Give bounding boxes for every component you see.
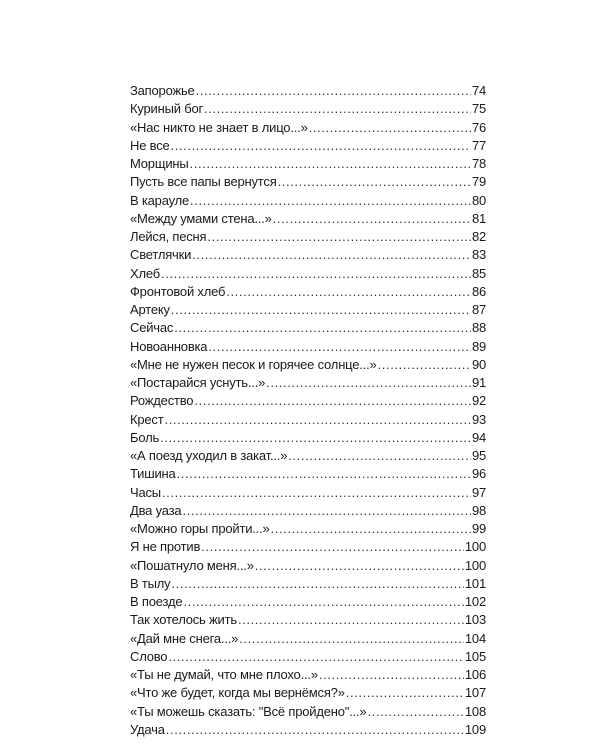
toc-entry-title: Пусть все папы вернутся (130, 174, 277, 190)
toc-entry-title: «Ты не думай, что мне плохо...» (130, 667, 318, 682)
toc-entry-page-number: 86 (471, 283, 486, 299)
toc-entry-title: Хлеб (130, 265, 160, 281)
toc-entry (130, 356, 486, 374)
toc-entry-page-number: 101 (464, 575, 486, 591)
toc-entry-title: Тишина (130, 466, 176, 482)
toc-entry (130, 228, 486, 246)
toc-dot-leader (165, 411, 471, 429)
toc-dot-leader (288, 447, 471, 465)
toc-dot-leader (367, 703, 463, 721)
toc-dot-leader (204, 100, 471, 118)
toc-entry (130, 538, 486, 556)
toc-entry-page-number: 97 (471, 484, 486, 500)
toc-entry (130, 338, 486, 356)
toc-entry-page-number: 79 (471, 174, 486, 190)
toc-dot-leader (207, 228, 471, 246)
toc-entry-page-number: 99 (471, 521, 486, 536)
toc-entry-title: Куриный бог (130, 101, 204, 117)
toc-dot-leader (239, 630, 464, 648)
toc-dot-leader (319, 666, 464, 684)
toc-entry-title: Фронтовой хлеб (130, 283, 226, 299)
toc-entry-title: Новоанновка (130, 338, 208, 354)
toc-entry-title: «Мне не нужен песок и горячее солнце...» (130, 356, 377, 372)
toc-entry-title: Слово (130, 648, 168, 664)
toc-entry (130, 283, 486, 301)
toc-entry (130, 374, 486, 392)
toc-entry (130, 520, 486, 538)
toc-dot-leader (190, 155, 471, 173)
toc-entry (130, 630, 486, 648)
toc-dot-leader (196, 82, 471, 100)
toc-dot-leader (166, 721, 464, 739)
toc-dot-leader (194, 392, 471, 410)
toc-entry-page-number: 91 (471, 375, 486, 390)
toc-entry-title: «Пошатнуло меня...» (130, 557, 254, 573)
toc-entry (130, 502, 486, 520)
toc-entry-page-number: 107 (464, 685, 486, 701)
toc-entry-title: В поезде (130, 594, 183, 609)
toc-entry (130, 484, 486, 502)
toc-dot-leader (161, 265, 471, 283)
toc-entry-title: Удача (130, 721, 165, 737)
toc-entry-page-number: 98 (471, 502, 486, 518)
toc-entry-title: Лейся, песня (130, 229, 207, 244)
toc-entry-page-number: 90 (471, 356, 486, 372)
table-of-contents (130, 82, 486, 739)
toc-dot-leader (255, 557, 464, 575)
toc-entry (130, 666, 486, 684)
toc-entry (130, 173, 486, 191)
toc-entry-page-number: 102 (464, 594, 486, 609)
toc-entry (130, 575, 486, 593)
toc-dot-leader (171, 137, 471, 155)
toc-dot-leader (346, 684, 464, 702)
toc-dot-leader (238, 611, 464, 629)
toc-entry (130, 429, 486, 447)
toc-dot-leader (183, 593, 464, 611)
toc-entry-title: Боль (130, 429, 160, 445)
toc-entry-title: Крест (130, 411, 164, 427)
toc-entry-title: В карауле (130, 192, 190, 208)
toc-entry-page-number: 83 (471, 247, 486, 263)
toc-entry (130, 301, 486, 319)
toc-entry (130, 593, 486, 611)
toc-entry (130, 611, 486, 629)
toc-entry (130, 648, 486, 666)
toc-entry (130, 447, 486, 465)
toc-entry-page-number: 100 (464, 557, 486, 573)
toc-dot-leader (171, 301, 471, 319)
toc-entry-title: Рождество (130, 393, 194, 409)
toc-entry (130, 721, 486, 739)
toc-dot-leader (160, 429, 471, 447)
toc-dot-leader (174, 319, 471, 337)
toc-entry (130, 319, 486, 337)
toc-entry (130, 82, 486, 100)
toc-dot-leader (226, 283, 471, 301)
toc-entry-page-number: 109 (464, 721, 486, 737)
toc-dot-leader (192, 246, 471, 264)
toc-entry-title: «Ты можешь сказать: "Всё пройдено"...» (130, 703, 367, 719)
toc-entry-page-number: 104 (464, 630, 486, 646)
toc-dot-leader (378, 356, 471, 374)
toc-entry (130, 155, 486, 173)
toc-entry-page-number: 77 (471, 137, 486, 153)
toc-entry-title: Не все (130, 137, 170, 153)
toc-entry (130, 392, 486, 410)
toc-entry-title: Сейчас (130, 320, 174, 336)
toc-entry-page-number: 80 (471, 192, 486, 208)
toc-entry (130, 119, 486, 137)
toc-dot-leader (190, 192, 471, 210)
toc-entry-page-number: 100 (464, 539, 486, 555)
toc-entry-title: Два уаза (130, 502, 182, 518)
toc-entry-title: В тылу (130, 575, 171, 591)
toc-entry-page-number: 75 (471, 101, 486, 117)
toc-entry-title: «А поезд уходил в закат...» (130, 448, 288, 463)
toc-entry-page-number: 76 (471, 119, 486, 135)
toc-dot-leader (271, 520, 471, 538)
toc-entry (130, 684, 486, 702)
toc-entry-page-number: 95 (471, 448, 486, 463)
toc-entry-title: Часы (130, 484, 161, 500)
toc-entry-title: «Между умами стена...» (130, 210, 272, 226)
toc-entry-title: Артеку (130, 302, 170, 317)
toc-entry-page-number: 94 (471, 429, 486, 445)
toc-dot-leader (162, 484, 471, 502)
toc-entry-page-number: 96 (471, 466, 486, 482)
toc-entry-page-number: 108 (464, 703, 486, 719)
toc-entry-page-number: 106 (464, 667, 486, 682)
toc-entry-page-number: 81 (471, 210, 486, 226)
toc-entry (130, 465, 486, 483)
toc-entry-page-number: 93 (471, 411, 486, 427)
toc-entry-page-number: 85 (471, 265, 486, 281)
toc-dot-leader (201, 538, 464, 556)
toc-entry-title: Я не против (130, 539, 201, 555)
toc-entry (130, 411, 486, 429)
toc-entry-page-number: 88 (471, 320, 486, 336)
toc-dot-leader (177, 465, 471, 483)
toc-dot-leader (208, 338, 471, 356)
toc-entry-title: Так хотелось жить (130, 612, 237, 628)
toc-dot-leader (309, 119, 471, 137)
toc-entry (130, 192, 486, 210)
toc-entry (130, 137, 486, 155)
toc-entry (130, 246, 486, 264)
toc-entry-page-number: 87 (471, 302, 486, 317)
toc-entry-page-number: 105 (464, 648, 486, 664)
toc-dot-leader (182, 502, 471, 520)
toc-entry-title: Запорожье (130, 83, 195, 98)
toc-dot-leader (266, 374, 471, 392)
toc-dot-leader (278, 173, 471, 191)
toc-entry-title: «Что же будет, когда мы вернёмся?» (130, 685, 345, 701)
toc-entry (130, 265, 486, 283)
toc-entry-page-number: 78 (471, 156, 486, 171)
toc-entry (130, 210, 486, 228)
toc-entry-page-number: 103 (464, 612, 486, 628)
toc-entry-title: «Можно горы пройти...» (130, 521, 270, 536)
toc-entry-title: Светлячки (130, 247, 192, 263)
toc-entry (130, 557, 486, 575)
toc-entry-title: Морщины (130, 156, 189, 171)
toc-entry (130, 703, 486, 721)
toc-dot-leader (273, 210, 471, 228)
toc-entry-title: «Дай мне снега...» (130, 630, 239, 646)
toc-entry-title: «Постарайся уснуть...» (130, 375, 266, 390)
toc-entry-page-number: 92 (471, 393, 486, 409)
toc-entry-page-number: 74 (471, 83, 486, 98)
toc-dot-leader (168, 648, 464, 666)
toc-dot-leader (171, 575, 463, 593)
toc-entry-page-number: 89 (471, 338, 486, 354)
toc-entry-title: «Нас никто не знает в лицо...» (130, 119, 308, 135)
toc-entry (130, 100, 486, 118)
toc-entry-page-number: 82 (471, 229, 486, 244)
